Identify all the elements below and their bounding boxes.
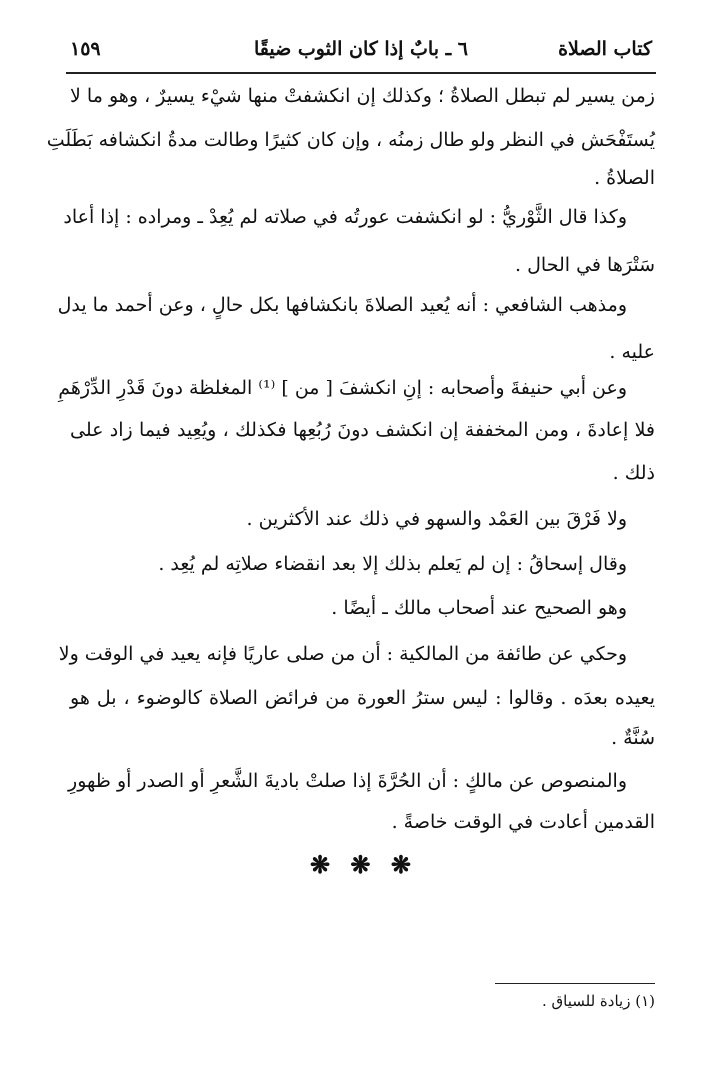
text-line: زمن يسير لم تبطل الصلاةُ ؛ وكذلك إن انكشفتْ منها شيْء يسيرٌ ، وهو ما لا [70,85,655,107]
text-line: سُنَّةٌ . [611,727,655,749]
text-line: فلا إعادةَ ، ومن المخففة إن انكشف دونَ رُبُعِها فكذلك ، ويُعِيد فيما زاد على [70,419,655,441]
section-separator: ❋ ❋ ❋ [309,850,418,879]
text-line: والمنصوص عن مالكٍ : أن الحُرَّةَ إذا صلتْ باديةَ الشَّعرِ أو الصدر أو ظهورِ [68,770,627,792]
book-title: كتاب الصلاة [558,38,652,60]
text-line: وكذا قال الثَّوْريُّ : لو انكشفت عورتُه في صلاته لم يُعِدْ ـ ومراده : إذا أعاد [63,206,627,228]
text-line: سَتْرَها في الحال . [515,254,655,276]
text-line: يعيده بعدَه . وقالوا : ليس سترُ العورة من فرائض الصلاة كالوضوء ، بل هو [70,687,655,709]
text-line: يُستَفْحَش في النظر ولو طال زمنُه ، وإن كان كثيرًا وطالت مدةُ انكشافه بَطَلَتِ [46,129,655,151]
text-line: ومذهب الشافعي : أنه يُعيد الصلاةَ بانكشافها بكل حالٍ ، وعن أحمد ما يدل [57,294,627,316]
text-line: ذلك . [612,462,655,484]
chapter-title: ٦ ـ بابٌ إذا كان الثوب ضيقًا [253,38,468,60]
footnote: (١) زيادة للسياق . [541,992,655,1010]
text-line: وعن أبي حنيفةَ وأصحابه : إنِ انكشفَ [ من ] ⁽¹⁾ المغلظة دونَ قَدْرِ الدِّرْهَمِ [58,377,627,399]
text-line: عليه . [609,341,655,363]
text-line: القدمين أعادت في الوقت خاصةً . [391,811,655,833]
text-line: وهو الصحيح عند أصحاب مالك ـ أيضًا . [331,597,627,619]
running-header [66,32,656,74]
page-number: ١٥٩ [70,38,101,60]
footnote-rule [495,983,655,984]
text-line: ولا فَرْقَ بين العَمْد والسهو في ذلك عند الأكثرين . [246,508,627,530]
text-line: الصلاةُ . [594,167,655,189]
text-line: وقال إسحاقُ : إن لم يَعلم بذلك إلا بعد انقضاء صلاتِه لم يُعِد . [158,553,627,575]
text-line: وحكي عن طائفة من المالكية : أن من صلى عاريًا فإنه يعيد في الوقت ولا [58,643,627,665]
